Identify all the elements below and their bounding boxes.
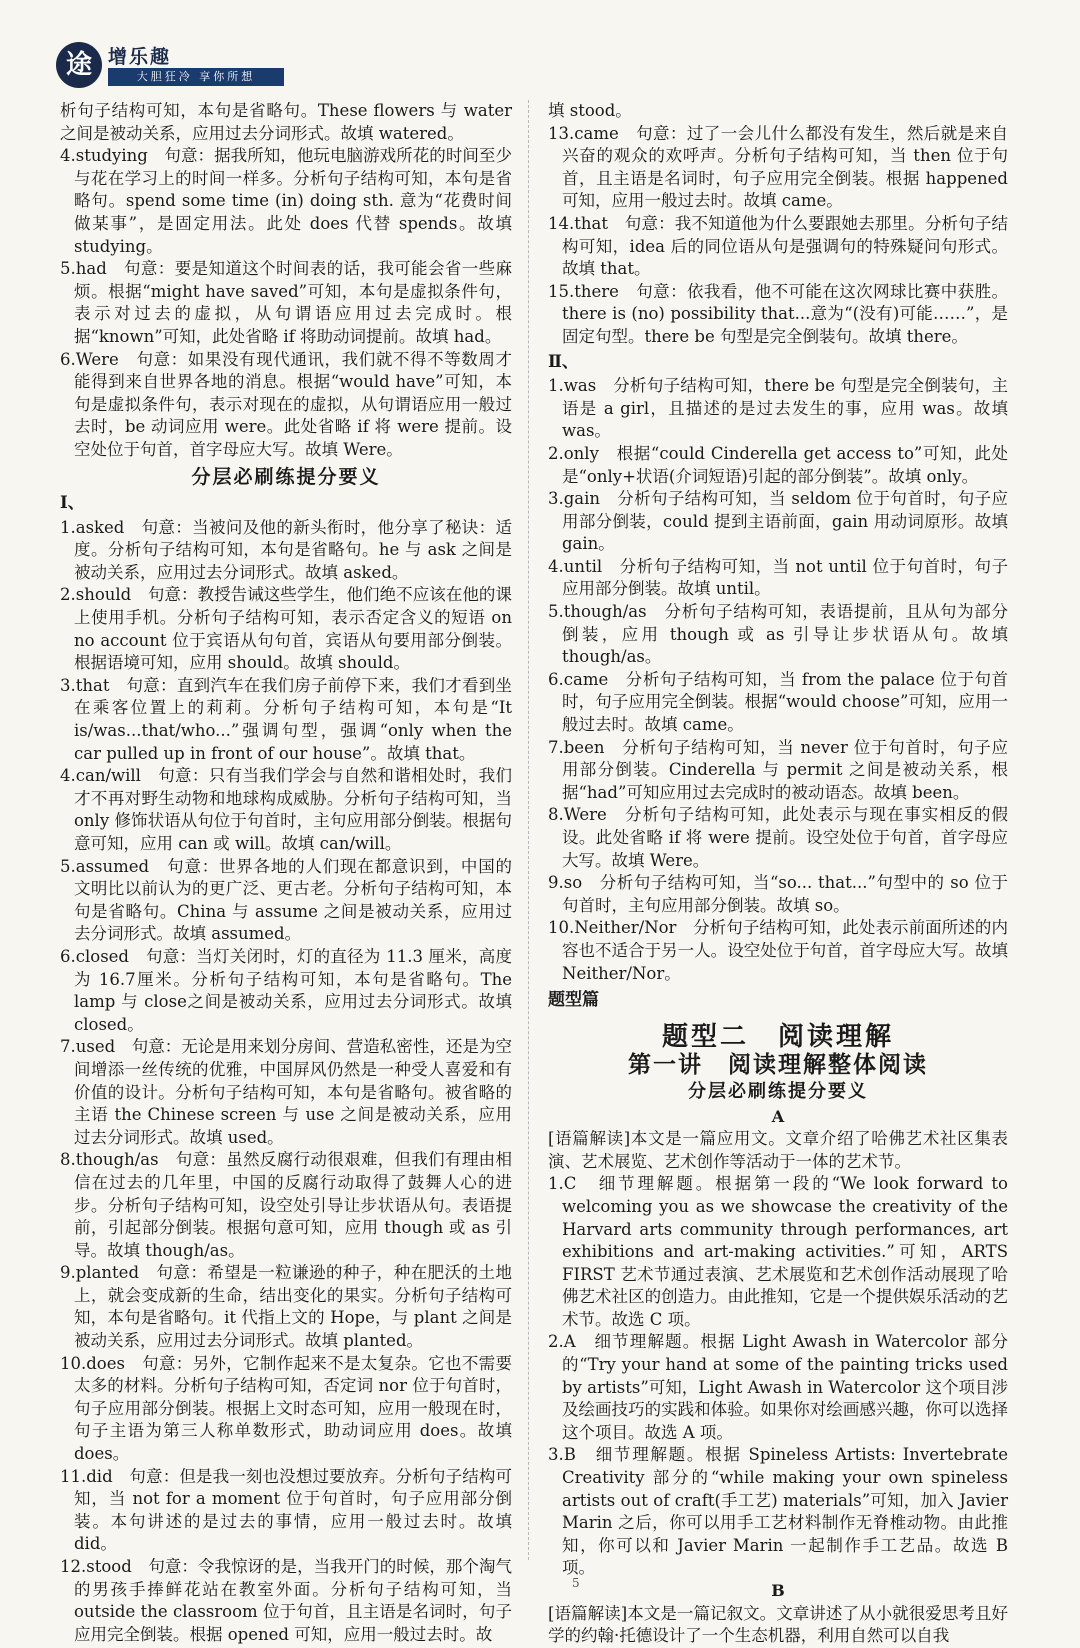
answer-item: 7.been 分析句子结构可知，当 never 位于句首时，句子应用部分倒装。Cinderella 与 permit 之间是被动关系，根据“had”可知应用过去完成时的被动语态。故填 been。 [548, 737, 1008, 802]
answer-item: 8.Were 分析句子结构可知，此处表示与现在事实相反的假设。此处省略 if 将 were 提前。设空处位于句首，首字母应大写。故填 Were。 [548, 805, 1008, 870]
brand-title: 增乐趣 [108, 46, 172, 68]
answer-item: 6.closed 句意：当灯关闭时，灯的直径为 11.3 厘米，高度为 16.7厘米。分析句子结构可知，本句是省略句。The lamp 与 close之间是被动关系，应用过去分词形式。故填 closed。 [60, 946, 512, 1034]
answer-item: 5.assumed 句意：世界各地的人们现在都意识到，中国的文明比以前认为的更广泛、更古老。分析句子结构可知，本句是省略句。China 与 assume 之间是被动关系，应用过去分词形式。故填 assumed。 [60, 856, 512, 944]
page-number: 5 [572, 1576, 580, 1590]
lecture-title: 第一讲 阅读理解整体阅读 [628, 1052, 928, 1079]
answer-item: 5.though/as 分析句子结构可知，表语提前，且从句为部分倒装，应用 though 或 as 引导让步状语从句。故填 though/as。 [548, 602, 1008, 667]
passage-label: B [771, 1581, 785, 1600]
brand-slogan: 大胆狂冷 享你所想 [108, 68, 284, 86]
answer-item: 1.was 分析句子结构可知，there be 句型是完全倒装句，主语是 a girl，且描述的是过去发生的事，应用 was。故填 was。 [548, 376, 1008, 441]
answer-item: 10.Neither/Nor 分析句子结构可知，此处表示前面所述的内容也不适合于另一人。设空处位于句首，首字母应大写。故填 Neither/Nor。 [548, 918, 1008, 983]
left-column [60, 100, 512, 1646]
answer-item: 4.studying 句意：据我所知，他玩电脑游戏所花的时间至少与花在学习上的时间一样多。分析句子结构可知，本句是省略句。spend some time (in) doing sth. 意为“花费时间做某事”，是固定用法。此处 does 代替 spends。故填 studying。 [60, 146, 512, 256]
answer-item: 1.asked 句意：当被问及他的新头衔时，他分享了秘诀：适度。分析句子结构可知，本句是省略句。he 与 ask 之间是被动关系，应用过去分词形式。故填 asked。 [60, 517, 512, 582]
section-title: 分层必刷练提分要义 [688, 1080, 868, 1102]
answer-item: 8.though/as 句意：虽然反腐行动很艰难，但我们有理由相信在过去的几年里，中国的反腐行动取得了鼓舞人心的进步。分析句子结构可知，设空处引导让步状语从句。表语提前，引起部分倒装。根据句意可知，应用 though 或 as 引导。故填 though/as。 [60, 1150, 512, 1260]
answer-item: 6.Were 句意：如果没有现代通讯，我们就不得不等数周才能得到来自世界各地的消息。根据“would have”可知，本句是虚拟条件句，表示对现在的虚拟，从句谓语应用一般过去时，be 动词应用 were。此处省略 if 将 were 提前。设空处位于句首，首字母应大写。故填 Were。 [60, 349, 512, 459]
passage-label: A [771, 1106, 785, 1126]
answer-item: 1.C 细节理解题。根据第一段的“We look forward to welcoming you as we showcase the creativity of the Harvard arts community through performances, art exhibitions and art-making activities.”可知，ARTS FIRST 艺术节通过表演、艺术展览和艺术创作活动展现了哈佛艺术社区的创造力。由此推知，它是一个提供娱乐活动的艺术节。故选 C 项。 [548, 1174, 1008, 1329]
answer-item: 5.had 句意：要是知道这个时间表的话，我可能会省一些麻烦。根据“might have saved”可知，本句是虚拟条件句，表示对过去的虚拟，从句谓语应用过去完成时。根据“known”可知，此处省略 if 将助动词提前。故填 had。 [60, 259, 512, 346]
answer-item: 6.came 分析句子结构可知，当 from the palace 位于句首时，句子应用完全倒装。根据“would choose”可知，应用一般过去时。故填 came。 [548, 669, 1008, 735]
column-divider [528, 100, 530, 1560]
part-label: Ⅱ、 [548, 351, 579, 371]
answer-item: 15.there 句意：依我看，他不可能在这次网球比赛中获胜。there is (no) possibility that...意为“(没有)可能……”，是固定句型。there be 句型是完全倒装句。故填 there。 [548, 281, 1008, 346]
answer-item: 9.planted 句意：希望是一粒谦逊的种子，种在肥沃的土地上，就会变成新的生命，结出变化的果实。分析句子结构可知，本句是省略句。it 代指上文的 Hope，与 plant 之间是被动关系，应用过去分词形式。故填 planted。 [60, 1263, 512, 1351]
answer-item: 12.stood 句意：令我惊讶的是，当我开门的时候，那个淘气的男孩手捧鲜花站在教室外面。分析句子结构可知，当 outside the classroom 位于句首，且主语是名词时，句子应用完全倒装。根据 opened 可知，应用一般过去时。故 [60, 1557, 512, 1644]
brand-logo: 途 [56, 42, 102, 88]
answer-item: 3.B 细节理解题。根据 Spineless Artists: Invertebrate Creativity 部分的“while making your own spineless artists out of craft(手工艺) materials”可知，加入 Javier Marin 之后，你可以用手工艺材料制作无脊椎动物。由此推知，你可以和 Javier Marin 一起制作手工艺品。故选 B 项。 [548, 1445, 1008, 1578]
answer-item: 11.did 句意：但是我一刻也没想过要放弃。分析句子结构可知，当 not for a moment 位于句首时，句子应用部分倒装。本句讲述的是过去的事情，应用一般过去时。故填 did。 [60, 1466, 512, 1554]
passage-intro: [语篇解读]本文是一篇记叙文。文章讲述了从小就很爱思考且好学的约翰·托德设计了一个生态机器，利用自然可以自我 [548, 1603, 1008, 1646]
answer-item: 7.used 句意：无论是用来划分房间、营造私密性，还是为空间增添一丝传统的优雅，中国屏风仍然是一种受人喜爱和有价值的设计。分析句子结构可知，本句是省略句。被省略的主语 the Chinese screen 与 use 之间是被动关系，应用过去分词形式。故填 used。 [60, 1037, 512, 1147]
category-tag: 题型篇 [548, 990, 599, 1011]
passage-intro: [语篇解读]本文是一篇应用文。文章介绍了哈佛艺术社区集表演、艺术展览、艺术创作等活动于一体的艺术节。 [548, 1129, 1008, 1171]
answer-item: 13.came 句意：过了一会儿什么都没有发生，然后就是来自兴奋的观众的欢呼声。分析句子结构可知，当 then 位于句首，且主语是名词时，句子应用完全倒装。根据 happened 可知，应用一般过去时。故填 came。 [548, 123, 1008, 211]
answer-item: 2.only 根据“could Cinderella get access to”可知，此处是“only+状语(介词短语)引起的部分倒装”。故填 only。 [548, 443, 1008, 486]
page-header [56, 40, 296, 90]
answer-item: 3.that 句意：直到汽车在我们房子前停下来，我们才看到坐在乘客位置上的莉莉。分析句子结构可知，本句是“It is/was...that/who...”强调句型，强调“only when the car pulled up in front of our house”。故填 that。 [60, 675, 512, 763]
answer-item: 2.A 细节理解题。根据 Light Awash in Watercolor 部分的“Try your hand at some of the painting tricks used by artists”可知，Light Awash in Watercolor 这个项目涉及绘画技巧的实践和体验。如果你对绘画感兴趣，你可以选择这个项目。故选 A 项。 [548, 1332, 1008, 1442]
continued-answer: 析句子结构可知，本句是省略句。These flowers 与 water 之间是被动关系，应用过去分词形式。故填 watered。 [60, 101, 512, 143]
chapter-title: 题型二 阅读理解 [661, 1021, 894, 1052]
answer-item: 9.so 分析句子结构可知，当“so... that...”句型中的 so 位于句首时，主句应用部分倒装。故填 so。 [548, 873, 1008, 915]
answer-item: 14.that 句意：我不知道他为什么要跟她去那里。分析句子结构可知，idea 后的同位语从句是强调句的特殊疑问句形式。故填 that。 [548, 213, 1008, 279]
answer-item: 2.should 句意：教授告诫这些学生，他们绝不应该在他的课上使用手机。分析句子结构可知，表示否定含义的短语 on no account 位于宾语从句句首，宾语从句要用部分倒装。根据语境可知，应用 should。故填 should。 [60, 585, 512, 673]
answer-item: 4.can/will 句意：只有当我们学会与自然和谐相处时，我们才不再对野生动物和地球构成威胁。分析句子结构可知，当 only 修饰状语从句位于句首时，主句应用部分倒装。根据句意可知，应用 can 或 will。故填 can/will。 [60, 766, 512, 853]
right-column [548, 100, 1008, 1648]
section-title: 分层必刷练提分要义 [191, 465, 381, 488]
answer-item: 4.until 分析句子结构可知，当 not until 位于句首时，句子应用部分倒装。故填 until。 [548, 556, 1008, 599]
part-label: Ⅰ、 [60, 493, 85, 513]
continued-answer: 填 stood。 [548, 101, 632, 120]
answer-item: 3.gain 分析句子结构可知，当 seldom 位于句首时，句子应用部分倒装，could 提到主语前面，gain 用动词原形。故填 gain。 [548, 489, 1008, 554]
answer-item: 10.does 句意：另外，它制作起来不是太复杂。它也不需要太多的材料。分析句子结构可知，否定词 nor 位于句首时，句子应用部分倒装。根据上文时态可知，应用一般现在时，句子主语为第三人称单数形式，助动词应用 does。故填 does。 [60, 1353, 512, 1464]
